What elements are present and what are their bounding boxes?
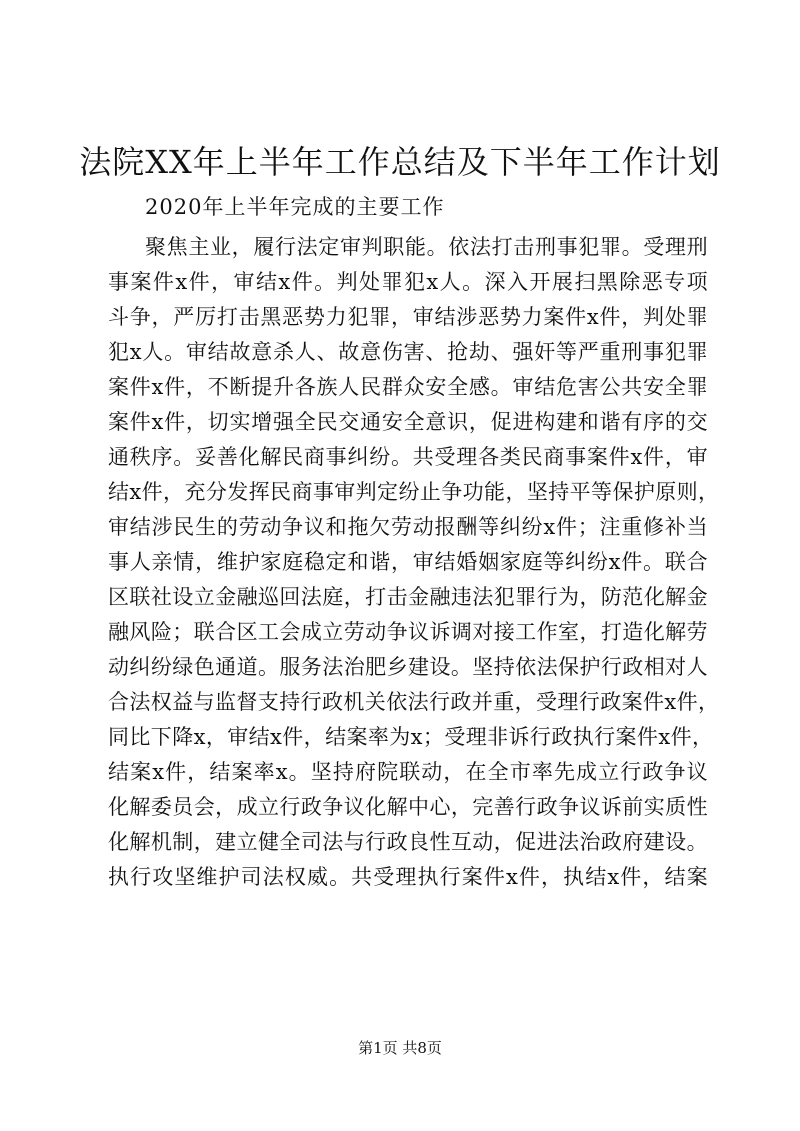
body-line: 通秩序。妥善化解民商事纠纷。共受理各类民商事案件x件，审 <box>108 445 708 469</box>
body-line: 执行攻坚维护司法权威。共受理执行案件x件，执结x件，结案 <box>108 865 708 889</box>
body-line: 动纠纷绿色通道。服务法治肥乡建设。坚持依法保护行政相对人 <box>108 655 708 679</box>
body-line: 融风险；联合区工会成立劳动争议诉调对接工作室，打造化解劳 <box>108 620 708 644</box>
body-line: 案件x件，不断提升各族人民群众安全感。审结危害公共安全罪 <box>108 375 708 399</box>
body-line: 同比下降x，审结x件，结案率为x；受理非诉行政执行案件x件， <box>108 725 714 749</box>
body-line: 结案x件，结案率x。坚持府院联动，在全市率先成立行政争议 <box>108 760 708 784</box>
body-line: 聚焦主业，履行法定审判职能。依法打击刑事犯罪。受理刑 <box>145 235 708 259</box>
body-line: 事案件x件，审结x件。判处罪犯x人。深入开展扫黑除恶专项 <box>108 270 708 294</box>
document-title: 法院XX年上半年工作总结及下半年工作计划 <box>79 143 721 181</box>
body-line: 斗争，严厉打击黑恶势力犯罪，审结涉恶势力案件x件，判处罪 <box>108 305 708 329</box>
body-line: 区联社设立金融巡回法庭，打击金融违法犯罪行为，防范化解金 <box>108 585 708 609</box>
body-line: 化解机制，建立健全司法与行政良性互动，促进法治政府建设。 <box>108 830 708 854</box>
body-line: 结x件，充分发挥民商事审判定纷止争功能，坚持平等保护原则， <box>108 480 720 504</box>
body-line: 案件x件，切实增强全民交通安全意识，促进构建和谐有序的交 <box>108 410 708 434</box>
section-heading: 2020年上半年完成的主要工作 <box>145 195 445 219</box>
body-line: 犯x人。审结故意杀人、故意伤害、抢劫、强奸等严重刑事犯罪 <box>108 340 708 364</box>
body-line: 化解委员会，成立行政争议化解中心，完善行政争议诉前实质性 <box>108 795 708 819</box>
page-number-footer: 第1页 共8页 <box>358 1039 442 1057</box>
body-line: 审结涉民生的劳动争议和拖欠劳动报酬等纠纷x件；注重修补当 <box>108 515 708 539</box>
body-line: 合法权益与监督支持行政机关依法行政并重，受理行政案件x件， <box>108 690 720 714</box>
body-line: 事人亲情，维护家庭稳定和谐，审结婚姻家庭等纠纷x件。联合 <box>108 550 708 574</box>
body-paragraph <box>108 230 720 895</box>
